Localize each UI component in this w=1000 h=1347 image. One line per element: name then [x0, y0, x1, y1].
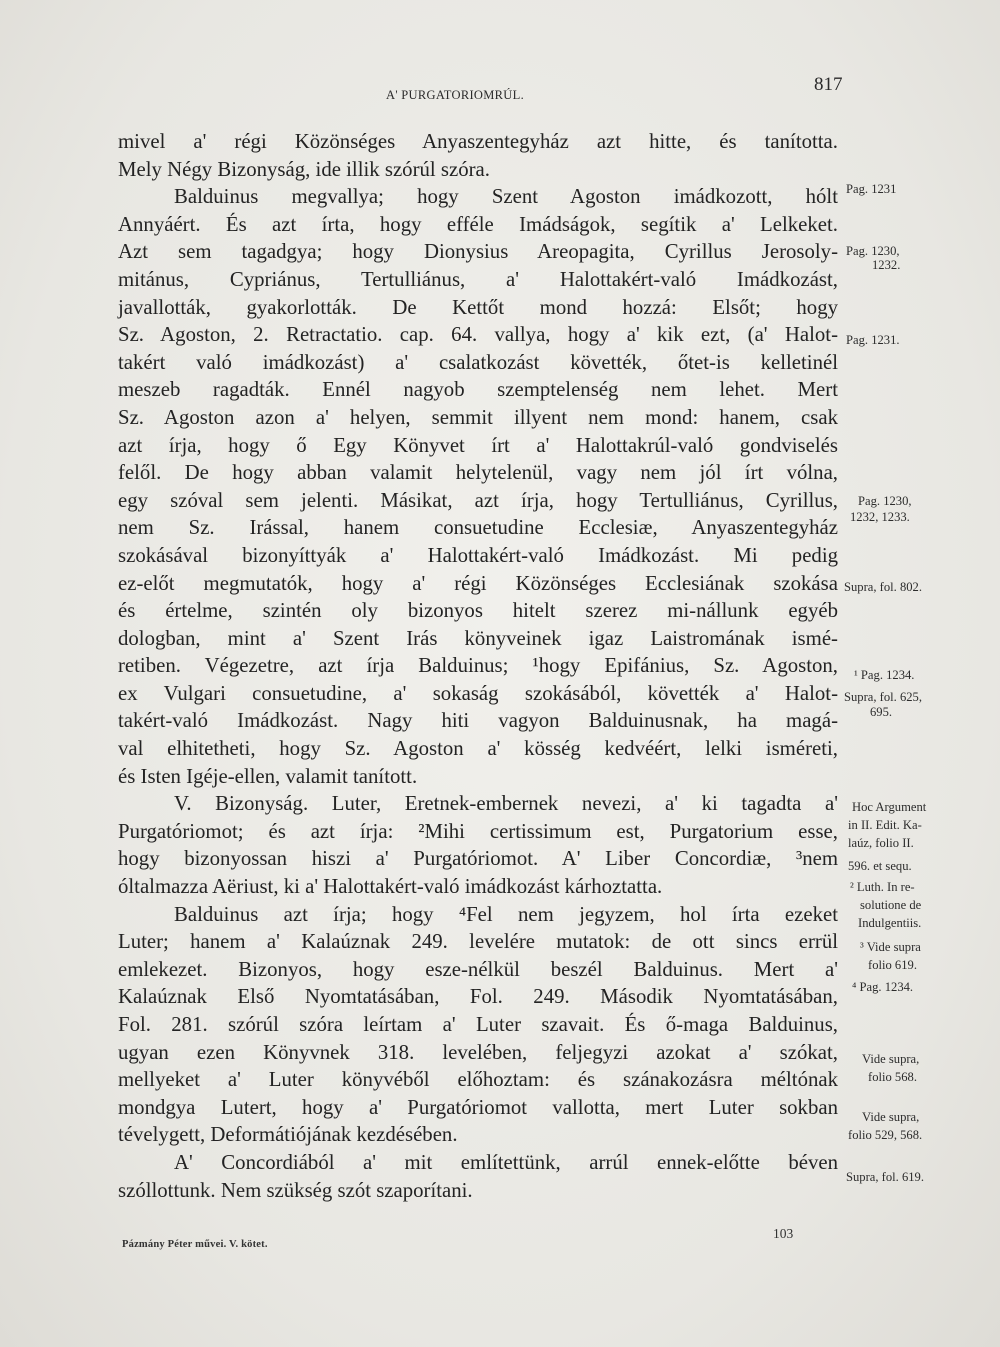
- text-line: Sz. Agoston, 2. Retractatio. cap. 64. vallya, hogy a' kik ezt, (a' Halot-: [118, 323, 838, 347]
- text-line: Purgatóriomot; és azt írja: ²Mihi certissimum est, Purgatorium esse,: [118, 819, 838, 843]
- text-line: hogy bizonyossan hiszi a' Purgatóriomot. A' Liber Concordiæ, ³nem: [118, 847, 838, 871]
- text-line: Fol. 281. szórúl szóra leírtam a' Luter szavait. És ő-maga Balduinus,: [118, 1013, 838, 1036]
- margin-note: folio 529, 568.: [848, 1128, 923, 1142]
- text-line: nem Sz. Irással, hanem consuetudine Ecclesiæ, Anyaszentegyház: [118, 516, 838, 540]
- text-line: ex Vulgari consuetudine, a' sokaság szokásából, követték a' Halot-: [118, 681, 838, 705]
- text-line: Balduinus azt írja; hogy ⁴Fel nem jegyzem, hol írta ezeket: [174, 902, 838, 926]
- text-line: mellyeket a' Luter könyvéből előhoztam: és szánakozásra méltónak: [118, 1068, 838, 1092]
- text-line: A' Concordiából a' mit említettünk, arrúl ennek-előtte béven: [174, 1150, 838, 1174]
- running-title: A' PURGATORIOMRÚL.: [386, 88, 524, 102]
- margin-note: ¹ Pag. 1234.: [854, 668, 915, 682]
- body-text: [118, 128, 838, 1204]
- text-line: Luter; hanem a' Kalaúznak 249. levelére mutatok: de ott sincs errül: [118, 930, 838, 954]
- margin-note: 695.: [870, 705, 893, 719]
- text-line: Mely Négy Bizonyság, ide illik szórúl szóra.: [118, 157, 490, 181]
- text-line: meszeb ragadták. Ennél nagyob szemptelenség nem lehet. Mert: [118, 378, 838, 402]
- text-line: óltalmazza Aëriust, ki a' Halottakért-való imádkozást kárhoztatta.: [118, 875, 663, 899]
- margin-note: ⁴ Pag. 1234.: [852, 980, 914, 994]
- margin-note: Pag. 1231.: [846, 333, 900, 347]
- text-line: dologban, mint a' Szent Irás könyveinek igaz Laistromának ismé-: [118, 626, 838, 650]
- signature-line: Pázmány Péter művei. V. kötet.: [122, 1239, 268, 1250]
- text-line: mivel a' régi Közönséges Anyaszentegyház azt hitte, és tanította.: [118, 130, 838, 153]
- text-line: és értelme, szintén oly bizonyos hitelt szerez mi-nállunk egyéb: [118, 599, 838, 623]
- text-line: ez-előt megmutatók, hogy a' régi Közönséges Ecclesiának szokása: [118, 571, 838, 595]
- margin-note: ² Luth. In re-: [850, 880, 915, 894]
- margin-note: Supra, fol. 619.: [846, 1170, 925, 1184]
- text-line: javallották, gyakorlották. De Kettőt mond hozzá: Elsőt; hogy: [118, 295, 838, 319]
- margin-note: in II. Edit. Ka-: [848, 818, 922, 832]
- margin-note: ³ Vide supra: [860, 940, 921, 954]
- margin-note: laúz, folio II.: [848, 836, 914, 850]
- text-line: Annyáért. És azt írta, hogy efféle Imádságok, segítik a' Lelkeket.: [118, 212, 838, 236]
- text-line: egy szóval sem jelenti. Másikat, azt írja, hogy Tertulliánus, Cyrillus,: [118, 488, 838, 512]
- margin-note: Pag. 1230,: [858, 494, 912, 508]
- margin-note: Indulgentiis.: [858, 916, 922, 930]
- text-line: takért-való Imádkozást. Nagy hiti vagyon Balduinusnak, ha magá-: [118, 709, 838, 733]
- text-line: Balduinus megvallya; hogy Szent Agoston imádkozott, hólt: [174, 185, 838, 209]
- margin-note: 1232.: [872, 258, 901, 272]
- text-line: ugyan ezen Könyvnek 318. levelében, feljegyzi azokat a' szókat,: [118, 1040, 838, 1064]
- sheet-number: 103: [773, 1226, 794, 1241]
- text-line: tévelygett, Deformátiójának kezdésében.: [118, 1123, 458, 1147]
- text-line: és Isten Igéje-ellen, valamit tanított.: [118, 764, 418, 788]
- margin-note: solutione de: [860, 898, 922, 912]
- text-line: felől. De hogy abban valamit helytelenül, vagy nem jól írt vólna,: [118, 461, 838, 485]
- margin-note: Pag. 1230,: [846, 244, 900, 258]
- page-number: 817: [814, 74, 843, 95]
- margin-note: Vide supra,: [862, 1052, 920, 1066]
- text-line: szóllottunk. Nem szükség szót szaporítani.: [118, 1178, 473, 1202]
- margin-note: Supra, fol. 625,: [844, 690, 923, 704]
- margin-note: folio 619.: [868, 958, 917, 972]
- text-line: val elhitetheti, hogy Sz. Agoston a' kösség kedvéért, lelki isméreti,: [118, 737, 838, 761]
- margin-note: 596. et sequ.: [848, 859, 912, 873]
- margin-note: Pag. 1231: [846, 182, 897, 196]
- text-line: Kalaúznak Első Nyomtatásában, Fol. 249. Második Nyomtatásában,: [118, 985, 838, 1009]
- text-line: emlekezet. Bizonyos, hogy esze-nélkül beszél Balduinus. Mert a': [118, 957, 838, 981]
- margin-note: Hoc Argument: [852, 800, 927, 814]
- text-line: V. Bizonyság. Luter, Eretnek-embernek nevezi, a' ki tagadta a': [174, 792, 838, 816]
- text-line: takért való imádkozást) a' csalatkozást követték, őtet-is kelletinél: [118, 350, 838, 374]
- text-line: azt írja, hogy ő Egy Könyvet írt a' Halottakrúl-való gondviselés: [118, 433, 838, 457]
- text-line: mondgya Lutert, hogy a' Purgatóriomot vallotta, mert Luter sokban: [118, 1095, 838, 1119]
- text-line: Sz. Agoston azon a' helyen, semmit illyent nem mond: hanem, csak: [118, 405, 838, 429]
- text-line: mitánus, Cypriánus, Tertulliánus, a' Halottakért-való Imádkozást,: [118, 267, 838, 291]
- text-line: Azt sem tagadgya; hogy Dionysius Areopagita, Cyrillus Jerosoly-: [118, 240, 838, 264]
- margin-note: Vide supra,: [862, 1110, 920, 1124]
- margin-note: Supra, fol. 802.: [844, 580, 923, 594]
- margin-note: folio 568.: [868, 1070, 917, 1084]
- text-line: szokásával bizonyíttyák a' Halottakért-való Imádkozást. Mi pedig: [118, 543, 838, 567]
- margin-note: 1232, 1233.: [850, 510, 910, 524]
- text-line: retiben. Végezetre, azt írja Balduinus; ¹hogy Epifánius, Sz. Agoston,: [118, 654, 838, 678]
